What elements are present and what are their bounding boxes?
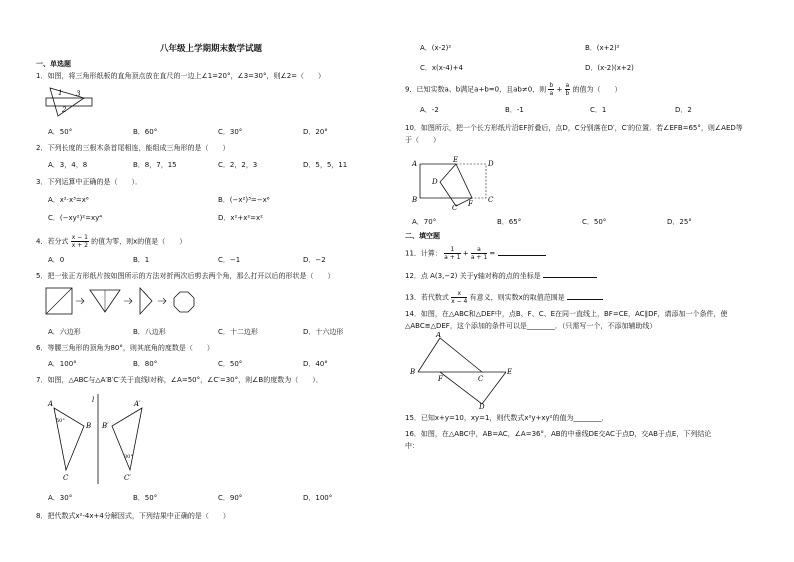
label-E: E: [453, 156, 459, 164]
q13-pre: 13．若代数式: [405, 293, 449, 302]
q5-opt-b: B．八边形: [133, 328, 166, 336]
q4-opt-a: A．0: [48, 256, 65, 264]
q9-frac1: [548, 82, 554, 97]
q16-stem-line2: 中：: [405, 442, 419, 450]
q1-figure: [40, 84, 100, 120]
q1-opt-a: A．50°: [48, 128, 73, 136]
q12-stem: [405, 270, 597, 281]
q4-den: x + 2: [71, 242, 88, 249]
q7-figure: [44, 392, 154, 486]
q11-plus: +: [462, 249, 469, 258]
q9-frac2-num: a: [565, 82, 570, 89]
q3-opt-a: A．x²·x³=x⁶: [48, 196, 89, 204]
q9-post: 的值为（ ）: [572, 85, 622, 94]
label-F: F: [468, 200, 473, 208]
q9-opt-d: D．2: [675, 106, 692, 114]
q12-answer-blank[interactable]: [543, 270, 597, 278]
label-D-prime: D: [432, 178, 438, 186]
octagon-result: [174, 292, 194, 312]
q13-stem: [405, 290, 603, 305]
label-C: C: [478, 375, 484, 383]
label-D: D: [479, 403, 485, 410]
q8-stem: 8．把代数式x²-4x+4分解因式，下列结果中正确的是（ ）: [36, 512, 230, 520]
q9-frac2-den: b: [565, 90, 570, 97]
q9-opt-a: A．-2: [420, 106, 439, 114]
q11-frac2-den: a + 1: [470, 254, 488, 261]
q6-stem: 6．等腰三角形的顶角为80°，则其底角的度数是（ ）: [36, 344, 214, 352]
q1-stem: 1．如图，将三角形纸板的直角顶点放在直尺的一边上∠1=20°，∠3=30°，则∠2=（ ）: [36, 72, 326, 80]
label-B: B: [412, 196, 418, 204]
q9-frac1-num: b: [549, 82, 554, 89]
q2-opt-b: B．8，7，15: [133, 161, 177, 169]
q10-stem-line1: 10．如图所示，把一个长方形纸片沿EF折叠后，点D，C分别落在D′，C′的位置．若∠EFB=65°，则∠AED等: [405, 124, 743, 132]
q6-opt-d: D．40°: [303, 360, 328, 368]
q13-fraction: [451, 290, 467, 305]
q4-stem: [36, 234, 186, 249]
q9-frac1-den: a: [549, 90, 554, 97]
q3-opt-b: B．(−x²)³=−x⁶: [218, 196, 270, 204]
q5-opt-c: C．十二边形: [218, 328, 258, 336]
q13-num: x: [451, 290, 467, 298]
q1-opt-b: B．60°: [133, 128, 158, 136]
label-B: B: [410, 368, 416, 376]
q5-opt-d: D．十六边形: [303, 328, 344, 336]
q10-opt-b: B．65°: [497, 218, 522, 226]
label-B-prime: B′: [102, 422, 109, 430]
q11-stem: [405, 246, 546, 261]
q4-fraction: [71, 234, 89, 249]
q9-opt-c: C．1: [590, 106, 607, 114]
label-E: E: [507, 368, 513, 376]
q4-opt-d: D．−2: [303, 256, 326, 264]
q11-frac1-num: 1: [444, 246, 460, 254]
label-l: l: [92, 396, 95, 404]
label-A: A: [48, 400, 54, 408]
q12-text: 12．点 A(3,−2) 关于y轴对称的点的坐标是: [405, 272, 541, 280]
q5-opt-a: A．六边形: [48, 328, 81, 336]
q4-opt-c: C．−1: [218, 256, 241, 264]
q2-stem: 2．下列长度的三根木条首尾相连，能组成三角形的是（ ）: [36, 144, 230, 152]
fig-label-1: 1: [58, 89, 63, 97]
q10-opt-c: C．50°: [582, 218, 607, 226]
q13-den: x − 4: [451, 298, 468, 305]
label-B: B: [86, 422, 92, 430]
q6-opt-c: C．50°: [218, 360, 243, 368]
q9-plus: +: [556, 85, 563, 94]
q2-opt-a: A．3，4，8: [48, 161, 88, 169]
label-C: C: [488, 196, 494, 204]
label-C-prime: C: [452, 204, 458, 210]
q11-frac2-num: a: [471, 246, 487, 254]
q9-frac2: [565, 82, 571, 97]
q13-post: 有意义，则实数x的取值范围是: [469, 293, 565, 302]
q7-opt-d: D．100°: [303, 494, 333, 502]
q10-stem-line2: 于（ ）: [405, 136, 440, 144]
q6-opt-b: B．80°: [133, 360, 158, 368]
label-C-prime: C′: [124, 474, 131, 482]
q11-frac1: [444, 246, 460, 261]
q14-stem-line2: △ABC≌△DEF，这个添加的条件可以是________．（只需写一个，不添加辅助线）: [405, 322, 657, 330]
q1-opt-c: C．30°: [218, 128, 243, 136]
q9-stem: [405, 82, 621, 97]
q3-opt-c: C．(−xy²)²=xy⁴: [48, 214, 103, 222]
label-C: C: [63, 474, 69, 482]
q8-opt-c: C．x(x-4)+4: [420, 64, 463, 72]
label-30: 30°: [124, 454, 133, 460]
q8-opt-b: B．(x+2)²: [585, 44, 620, 52]
q8-opt-d: D．(x-2)(x+2): [585, 64, 634, 72]
q5-figure: [44, 284, 224, 320]
q10-figure: [410, 154, 496, 210]
q6-opt-a: A．100°: [48, 360, 77, 368]
page-title: 八年级上学期期末数学试题: [160, 44, 263, 54]
fig-label-2: 2: [62, 106, 67, 114]
q4-pre: 4．若分式: [36, 237, 69, 246]
label-D: D: [488, 160, 494, 168]
q8-opt-a: A．(x-2)²: [420, 44, 452, 52]
q7-stem: 7．如图，△ABC与△A′B′C′关于直线l对称，∠A=50°，∠C′=30°，则∠B的度数为（ ）．: [36, 376, 323, 384]
q16-stem-line1: 16．如图，在△ABC中，AB=AC，∠A=36°，AB的中垂线DE交AC于点D，交AB于点E，下列结论: [405, 430, 712, 438]
q2-opt-c: C．2，2，3: [218, 161, 258, 169]
q10-opt-d: D．25°: [667, 218, 692, 226]
q4-num: x − 1: [71, 234, 88, 241]
q9-opt-b: B．-1: [505, 106, 524, 114]
q7-opt-b: B．50°: [133, 494, 158, 502]
q3-opt-d: D．x²+x²=x²: [218, 214, 263, 222]
q10-opt-a: A．70°: [412, 218, 437, 226]
label-A: A: [412, 160, 418, 168]
q5-stem: 5．把一张正方形纸片按如图所示的方法对折两次后剪去两个角，那么打开以后的形状是（ ）: [36, 272, 335, 280]
q4-post: 的值为零，则x的值是（ ）: [91, 237, 187, 246]
section-fill: 二、填空题: [405, 232, 440, 240]
q11-pre: 11．计算：: [405, 249, 442, 258]
label-A-prime: A′: [134, 400, 141, 408]
q13-answer-blank[interactable]: [567, 292, 603, 300]
q14-figure: [410, 332, 514, 410]
q11-frac1-den: a + 1: [444, 254, 461, 261]
q15-stem: 15．已知x+y=10，xy=1，则代数式x²y+xy²的值为________．: [405, 414, 609, 422]
q11-post: =: [489, 249, 496, 258]
q7-opt-c: C．90°: [218, 494, 243, 502]
section-choice: 一、单选题: [36, 60, 71, 68]
fig-label-3: 3: [76, 90, 81, 98]
q11-answer-blank[interactable]: [498, 248, 546, 256]
label-F: F: [438, 375, 443, 383]
q2-opt-d: D．5，5，11: [303, 161, 348, 169]
q11-frac2: [471, 246, 487, 261]
q3-stem: 3．下列运算中正确的是（ ）．: [36, 178, 142, 186]
q14-stem-line1: 14．如图，在△ABC和△DEF中，点B、F、C、E在同一直线上，BF=CE，AC∥DF，请添加一个条件，使: [405, 310, 728, 318]
q1-opt-d: D．20°: [303, 128, 328, 136]
q7-opt-a: A．30°: [48, 494, 73, 502]
q4-opt-b: B．1: [133, 256, 150, 264]
label-A: A: [436, 332, 442, 339]
q9-pre: 9．已知实数a、b满足a+b=0，且ab≠0，则: [405, 85, 547, 94]
label-50: 50°: [56, 418, 65, 424]
